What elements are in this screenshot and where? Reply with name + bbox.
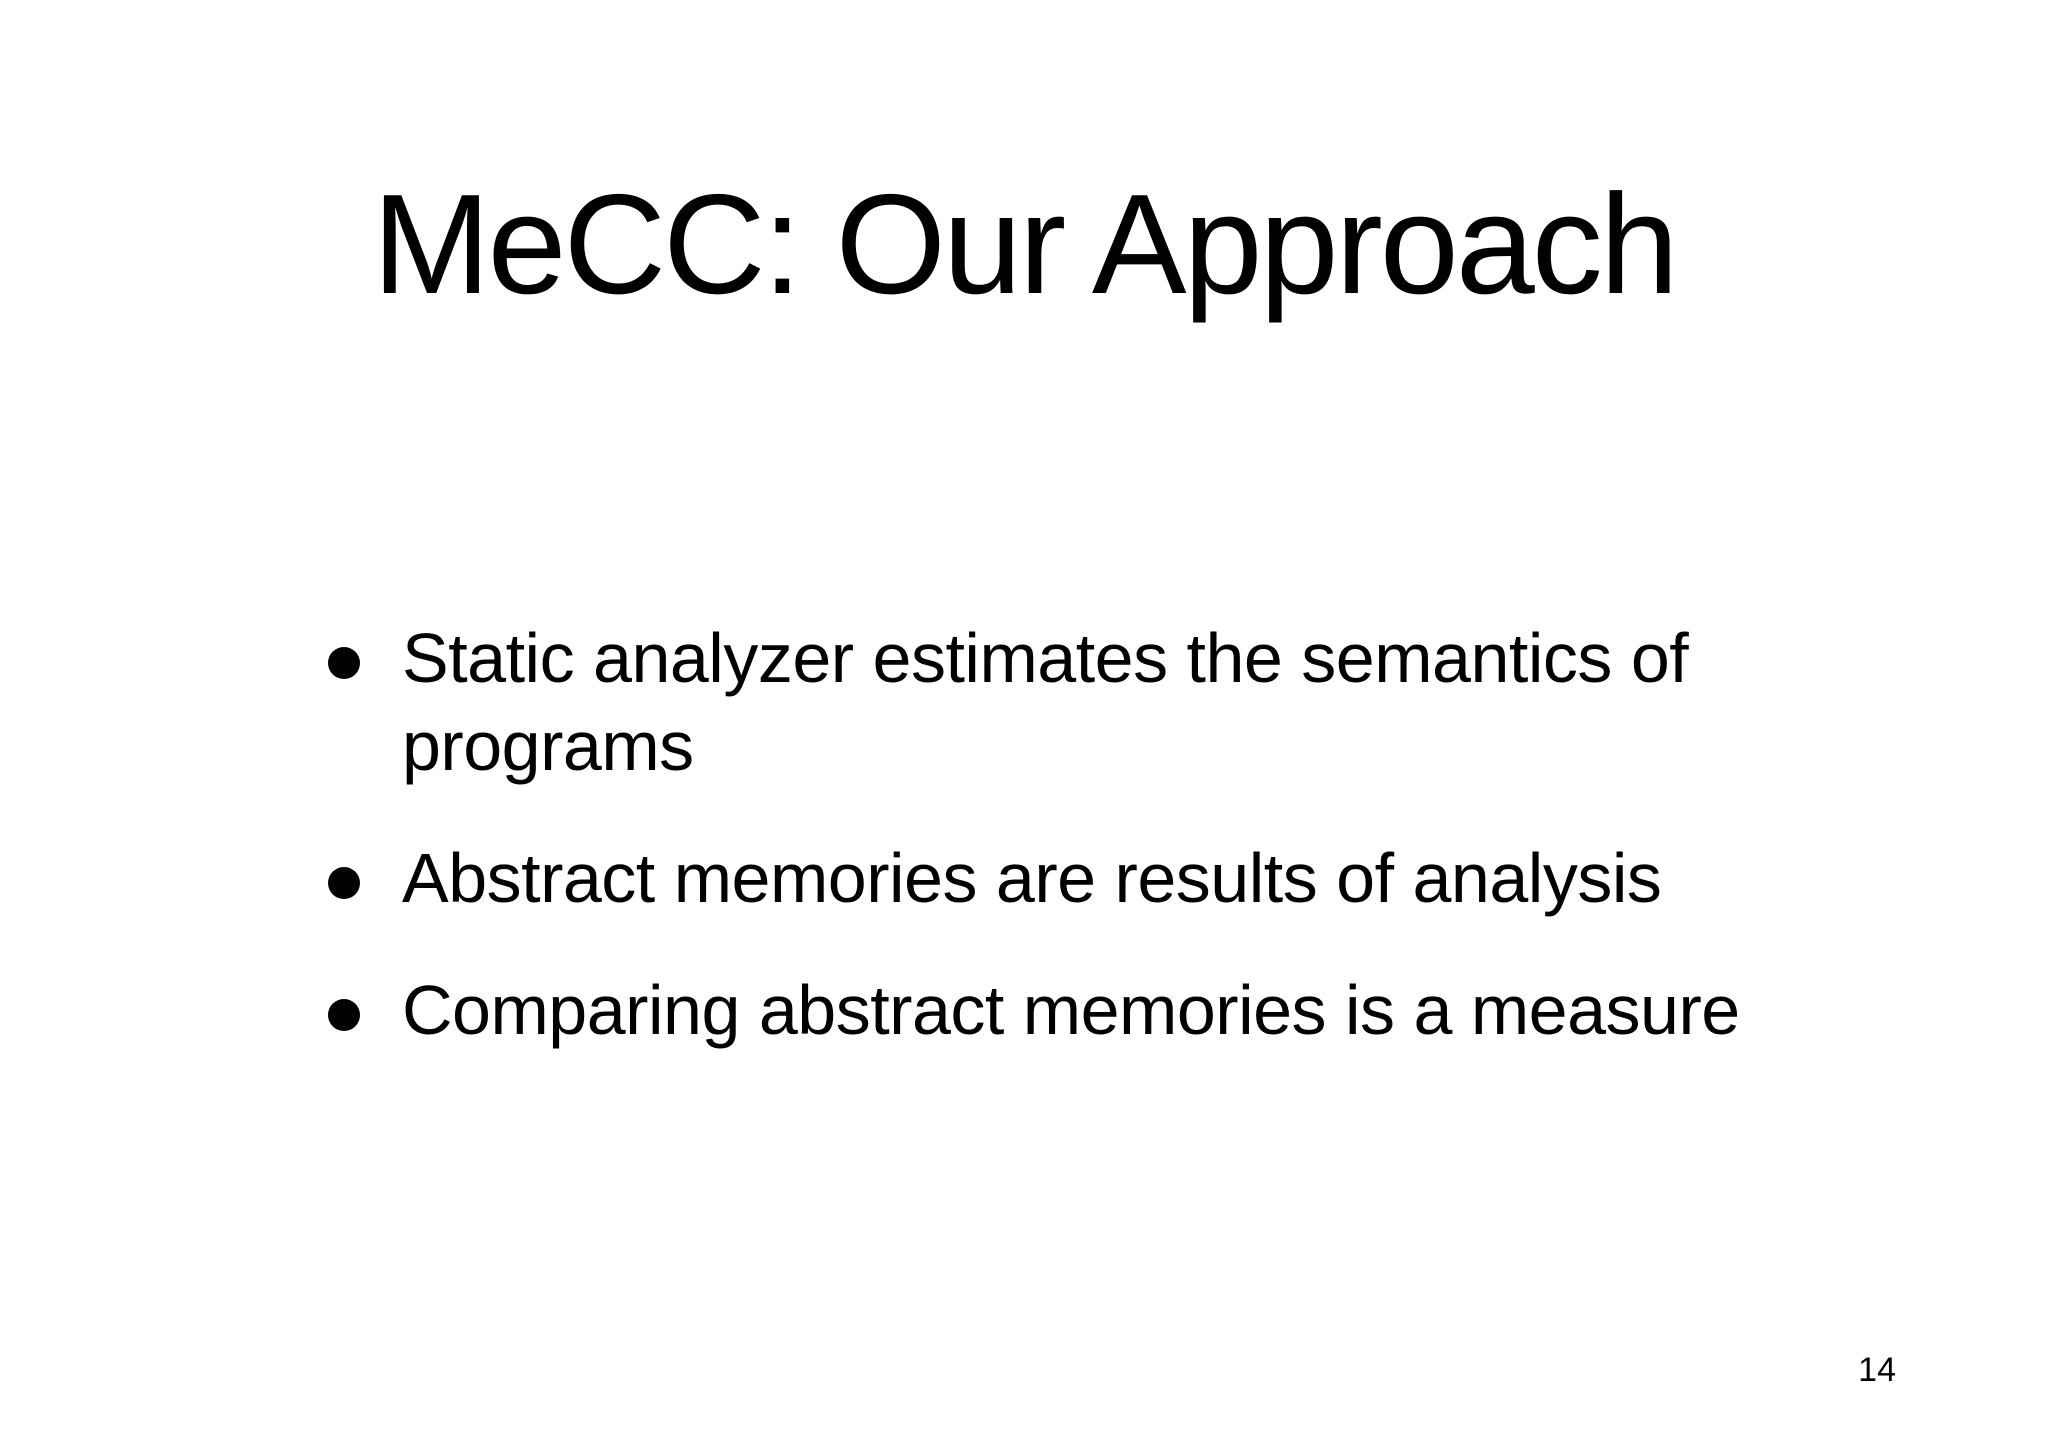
- bullet-text: Static analyzer estimates the semantics of programs: [402, 619, 1689, 785]
- bullet-item: [312, 614, 1812, 790]
- bullet-icon: [328, 867, 360, 899]
- slide-title: MeCC: Our Approach: [372, 165, 1676, 324]
- bullet-icon: [328, 999, 360, 1031]
- bullet-item: [312, 834, 1812, 922]
- page-number: 14: [1858, 1351, 1896, 1389]
- bullet-list: [312, 614, 1812, 1054]
- bullet-text: Abstract memories are results of analysis: [402, 839, 1662, 917]
- bullet-text: Comparing abstract memories is a measure: [402, 971, 1740, 1049]
- bullet-item: [312, 966, 1812, 1054]
- bullet-icon: [328, 647, 360, 679]
